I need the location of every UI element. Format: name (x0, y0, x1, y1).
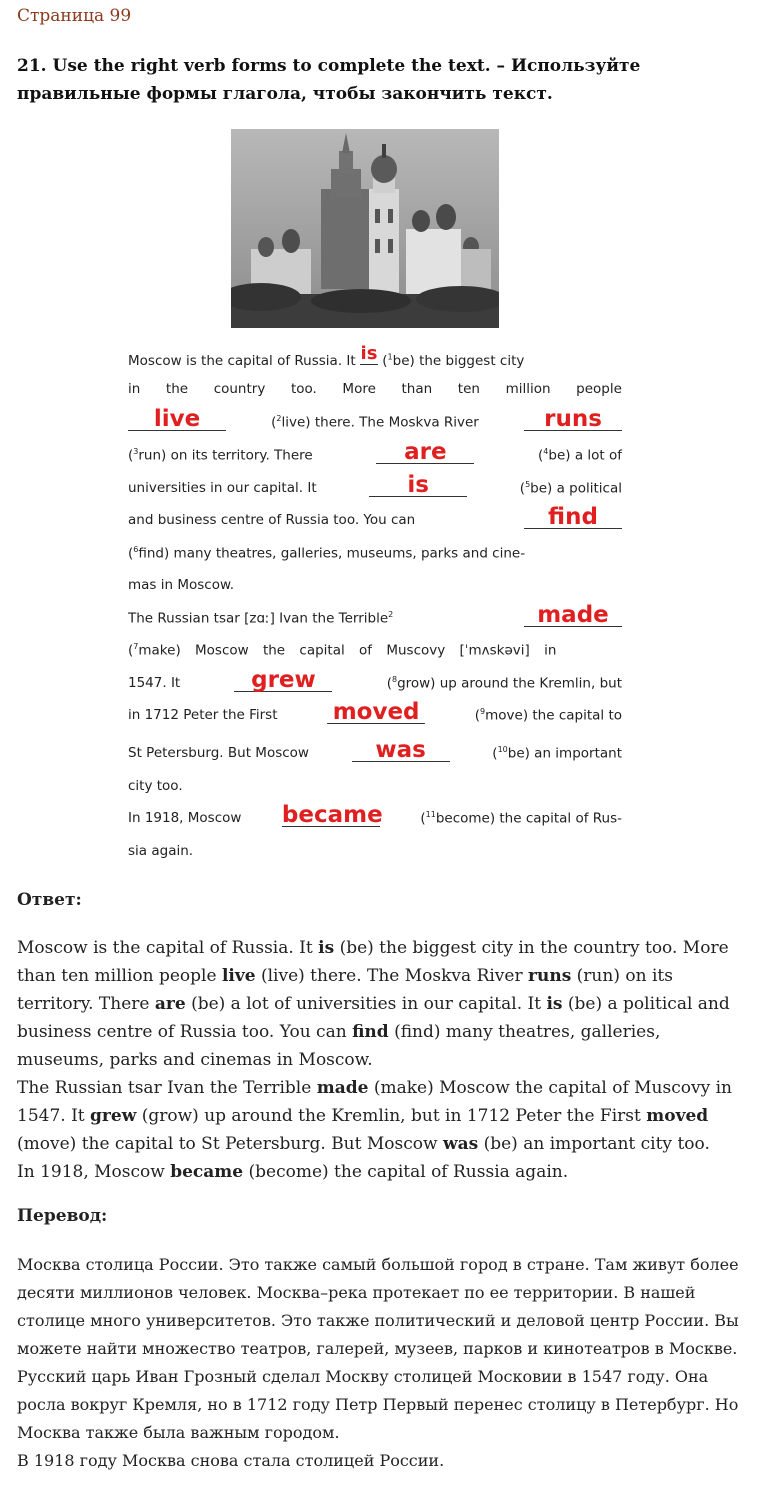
text: (be) an important city too. (478, 1134, 710, 1154)
verb: was (442, 1134, 479, 1154)
word: people (576, 381, 622, 397)
verb: is (318, 938, 335, 958)
text: be) a political (530, 480, 622, 497)
exercise-line (128, 602, 622, 628)
verb: became (170, 1162, 244, 1182)
text: move) the capital to (485, 707, 622, 724)
exercise-line: ($^6$find) many theatres, galleries, museums, parks and cine- (128, 545, 526, 562)
text: St Petersburg. But Moscow (128, 745, 309, 761)
answer-blank (369, 472, 467, 498)
answer-word: runs (544, 406, 602, 432)
answer-heading: Ответ: (17, 890, 82, 910)
exercise-line (128, 504, 622, 530)
exercise-line: universities in our capital. It is ($^5$be) a political (128, 472, 622, 498)
exercise-line: ($^3$run) on its territory. There are ($^4$be) a lot of (128, 439, 622, 465)
answer-blank (524, 504, 622, 530)
answer-word: is (360, 343, 378, 364)
text: (grow) up around the Kremlin, but in 1712 Peter the First (136, 1106, 647, 1126)
text: (live) there. The Moskva River (255, 966, 529, 986)
exercise-line: 1547. It grew ($^8$grow) up around the Kremlin, but (128, 667, 622, 693)
page-title: Страница 99 (17, 6, 132, 26)
text: become) the capital of Rus- (435, 810, 622, 827)
footnote-number: 2 (388, 610, 394, 619)
answer-word: moved (332, 699, 420, 725)
word: country (213, 381, 266, 397)
text: Moscow is the capital of Russia. It (128, 353, 356, 369)
answer-blank (524, 406, 622, 432)
text: mas in Moscow. (128, 577, 235, 593)
text: run) on its territory. There (138, 447, 313, 464)
text: (be) a political and business centre of Russia too. You can (17, 994, 730, 1042)
answer-word: became (281, 802, 383, 828)
text: The Russian tsar [zɑː] Ivan the Terrible (128, 610, 389, 627)
footnote-number: 6 (133, 545, 139, 554)
kremlin-photo (231, 129, 499, 328)
text: universities in our capital. It (128, 480, 317, 496)
text: The Russian tsar Ivan the Terrible (17, 1078, 317, 1098)
text: (be) a lot of universities in our capital. It (185, 994, 547, 1014)
text: Moscow is the capital of Russia. It (17, 938, 319, 958)
answer-blank (360, 343, 378, 365)
word: the (165, 381, 189, 397)
translation-paragraph: В 1918 году Москва снова стала столицей России. (17, 1451, 445, 1470)
text: be) a lot of (548, 447, 622, 464)
verb: grew (90, 1106, 137, 1126)
exercise-line (128, 843, 622, 859)
verb: find (352, 1022, 389, 1042)
word: than (401, 381, 433, 397)
exercise-line (128, 778, 622, 794)
word: too. (290, 381, 317, 397)
verb: live (221, 966, 256, 986)
verb: are (154, 994, 186, 1014)
footnote-number: 3 (133, 447, 139, 456)
word: More (342, 381, 376, 397)
text: city too. (128, 778, 183, 794)
translation-heading: Перевод: (17, 1206, 108, 1226)
text: (be) the biggest city in the country too. More than ten million people (17, 938, 729, 986)
footnote-number: 5 (525, 480, 531, 489)
footnote-number: 4 (543, 447, 549, 456)
answer-blank (524, 602, 622, 628)
verb: runs (528, 966, 572, 986)
verb: moved (646, 1106, 709, 1126)
answer-word: is (407, 472, 429, 498)
footnote-number: 8 (391, 675, 398, 684)
footnote-number: 10 (497, 745, 508, 754)
text: (become) the capital of Russia again. (243, 1162, 569, 1182)
text: (run) on its territory. There (17, 966, 673, 1014)
text: grow) up around the Kremlin, but (397, 675, 622, 692)
answer-blank (352, 737, 450, 763)
exercise-line: live ($^2$live) there. The Moskva River runs (128, 414, 622, 431)
exercise-line: ($^7$make) Moscow the capital of Muscovy [ˈmʌskəvi] in (128, 642, 557, 659)
exercise-line (128, 577, 622, 593)
translation-text (17, 1251, 752, 1475)
answer-paragraph (17, 934, 752, 1074)
answer-word: live (153, 406, 201, 432)
task-number: 21. (17, 56, 47, 76)
footnote-number: 2 (276, 414, 282, 423)
answer-blank (327, 699, 425, 725)
answer-blank (128, 406, 226, 432)
footnote-number: 1 (387, 352, 393, 362)
answer-paragraph (17, 1074, 752, 1158)
footnote-number: 7 (133, 642, 139, 651)
footnote-number: 9 (480, 707, 486, 716)
text: in 1712 Peter the First (128, 707, 278, 723)
answer-paragraph (17, 1158, 752, 1186)
answer-word: made (537, 602, 609, 628)
text: (make) Moscow the capital of Muscovy in 1547. It (17, 1078, 732, 1126)
text: find) many theatres, galleries, museums, parks and cine- (138, 545, 526, 562)
text: In 1918, Moscow (128, 810, 242, 826)
task-title: Use the right verb forms to complete the text. – Используйте правильные формы глагола, чтобы закончить текст. (17, 56, 641, 104)
answer-word: grew (251, 667, 316, 693)
text: In 1918, Moscow (17, 1162, 171, 1182)
text: live) there. The Moskva River (281, 414, 479, 431)
verb: made (316, 1078, 369, 1098)
answer-blank (376, 439, 474, 465)
translation-paragraph: Москва столица России. Это также самый большой город в стране. Там живут более десяти миллионов человек. Москва–река протекает по ее территории. В нашей столице много университетов. Это также политический и деловой центр России. Вы можете найти множество театров, галерей, музеев, парков и кинотеатров в Москве. Русский царь Иван Грозный сделал Москву столицей Московии в 1547 году. Она росла вокруг Кремля, но в 1712 году Петр Первый перенес столицу в Петербург. Но Москва также была важным городом. (17, 1255, 739, 1442)
answer-text (17, 934, 752, 1186)
text: be) an important (507, 745, 622, 762)
text: 1547. It (128, 675, 181, 691)
exercise-line (128, 381, 622, 397)
footnote-number: 11 (425, 810, 436, 819)
answer-blank (234, 667, 332, 693)
answer-blank (281, 802, 383, 828)
verb: is (546, 994, 563, 1014)
text: sia again. (128, 843, 194, 859)
exercise-line: In 1918, Moscow became ($^{11}$become) the capital of Rus- (128, 802, 622, 828)
answer-word: find (548, 504, 598, 530)
kremlin-photo-image (231, 129, 499, 328)
exercise-line: St Petersburg. But Moscow was ($^{10}$be) an important (128, 737, 622, 763)
text: (find) many theatres, galleries, museums, parks and cinemas in Moscow. (17, 1022, 661, 1070)
word: in (128, 381, 141, 397)
text: (move) the capital to St Petersburg. But Moscow (17, 1134, 443, 1154)
answer-word: are (404, 439, 447, 465)
word: million (505, 381, 551, 397)
task-heading (17, 52, 737, 108)
exercise-line: in 1712 Peter the First moved ($^9$move) the capital to (128, 699, 622, 725)
answer-word: was (375, 737, 426, 763)
text: and business centre of Russia too. You can (128, 512, 416, 528)
text: make) Moscow the capital of Muscovy [ˈmʌskəvi] in (138, 642, 557, 659)
exercise-line: Moscow is the capital of Russia. It is ($^1$be) the biggest city (128, 343, 525, 369)
text: be) the biggest city (392, 353, 525, 369)
word: ten (457, 381, 480, 397)
